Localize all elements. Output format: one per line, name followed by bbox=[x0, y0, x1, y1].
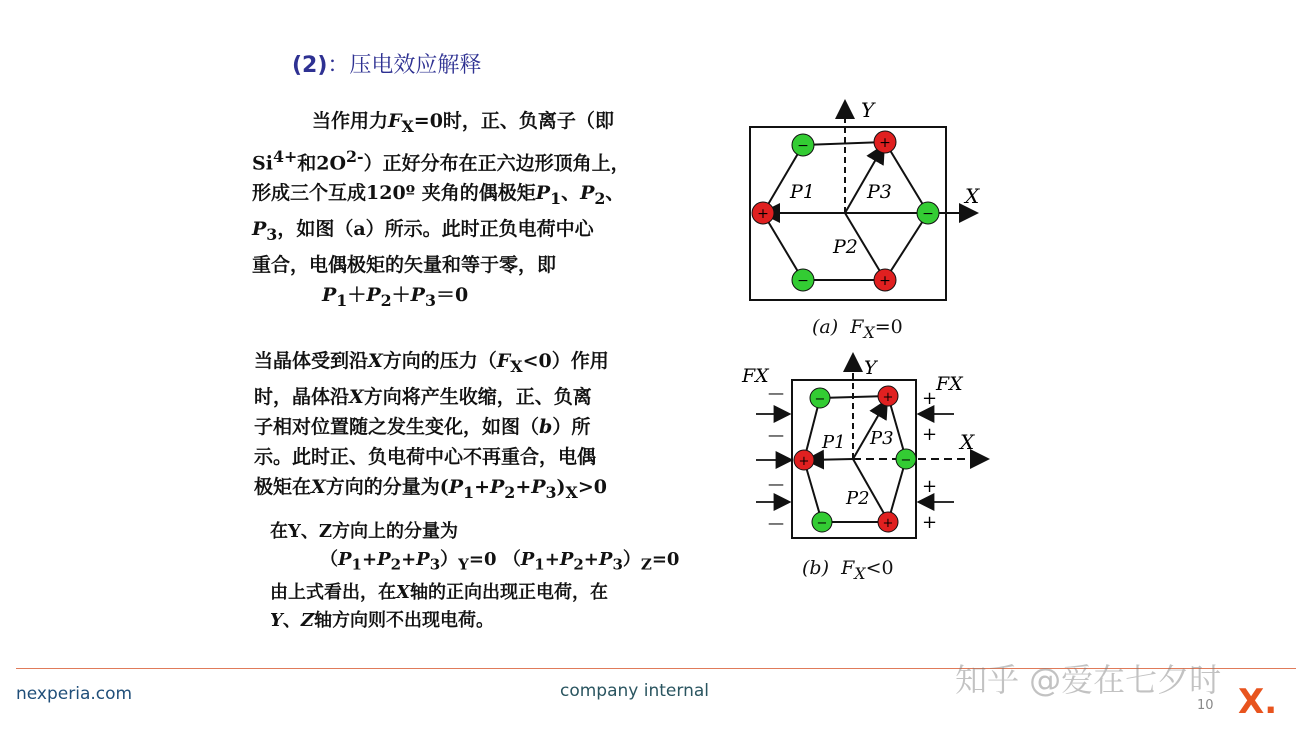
paragraph-zero-force bbox=[252, 106, 702, 316]
svg-text:+: + bbox=[798, 454, 810, 469]
text-line: $P_3$，如图（a）所示。此时正负电荷中心 bbox=[252, 217, 594, 244]
svg-text:−: − bbox=[797, 138, 809, 154]
text-line: 由上式看出，在X轴的正向出现正电荷，在 bbox=[270, 581, 608, 603]
p3-label: P3 bbox=[870, 428, 894, 449]
text-line: 形成三个互成120º 夹角的偶极矩$P_1$、$P_2$、 bbox=[252, 182, 625, 208]
p1-label: P1 bbox=[790, 181, 815, 203]
formula-sum-zero: $P_1+P_2+P_3=0$ bbox=[322, 283, 469, 310]
y-axis-label: Y bbox=[864, 357, 877, 379]
minus-mark: — bbox=[768, 425, 784, 444]
formula-yz-zero: $(P_1+P_2+P_3)_Y=0$ $(P_1+P_2+P_3)_Z=0$ bbox=[320, 549, 680, 574]
p3-vector bbox=[845, 147, 883, 213]
x-axis-label: X bbox=[960, 430, 975, 454]
svg-text:+: + bbox=[879, 273, 891, 289]
plus-mark: + bbox=[922, 476, 938, 497]
page-number: 10 bbox=[1197, 698, 1214, 713]
watermark: 知乎 @爱在七夕时 bbox=[955, 661, 1222, 699]
minus-mark: — bbox=[768, 513, 784, 532]
footer-classification: company internal bbox=[560, 681, 709, 701]
paragraph-yz-components bbox=[270, 518, 710, 635]
svg-text:−: − bbox=[797, 273, 809, 289]
text-line: 极矩在X方向的分量为$(P_1+P_2+P_3)_X>0$ bbox=[254, 475, 607, 502]
svg-text:−: − bbox=[814, 392, 826, 407]
ion-positive bbox=[878, 386, 898, 406]
y-axis-label: Y bbox=[861, 98, 875, 122]
text-line: 重合，电偶极矩的矢量和等于零，即 bbox=[252, 253, 557, 276]
minus-mark: — bbox=[768, 383, 784, 402]
minus-mark: — bbox=[768, 474, 784, 493]
svg-text:−: − bbox=[900, 453, 912, 468]
p3-label: P3 bbox=[867, 181, 892, 203]
figure-b-compression bbox=[738, 352, 1000, 552]
x-axis-label: X bbox=[965, 184, 980, 208]
svg-text:−: − bbox=[816, 516, 828, 531]
text-line: 在Y、Z方向上的分量为 bbox=[270, 521, 458, 542]
svg-text:+: + bbox=[882, 390, 894, 405]
p1-label: P1 bbox=[822, 432, 846, 453]
ion-negative bbox=[792, 269, 814, 291]
ion-positive bbox=[794, 450, 814, 470]
text-line: 时，晶体沿X方向将产生收缩，正、负离 bbox=[254, 385, 592, 408]
text-line: 示。此时正、负电荷中心不再重合，电偶 bbox=[254, 445, 597, 468]
footer-site: nexperia.com bbox=[16, 684, 133, 704]
brand-logo: X. bbox=[1238, 682, 1278, 722]
plus-mark: + bbox=[922, 512, 938, 533]
svg-text:+: + bbox=[879, 135, 891, 151]
ion-negative bbox=[896, 449, 916, 469]
ion-positive bbox=[752, 202, 774, 224]
ion-negative bbox=[792, 134, 814, 156]
text-line: $Si^{4+}$和$2O^{2-}$）正好分布在正六边形顶角上， bbox=[252, 146, 630, 175]
p1-vector bbox=[808, 459, 853, 460]
force-label-right: FX bbox=[936, 373, 963, 395]
figure-a-caption: (a) $F_X=0$ bbox=[812, 316, 903, 342]
paragraph-compression bbox=[254, 346, 704, 508]
ion-negative bbox=[812, 512, 832, 532]
svg-text:+: + bbox=[882, 516, 894, 531]
text-line: 当作用力$F_X=0$时，正、负离子（即 bbox=[312, 110, 614, 136]
ion-negative bbox=[810, 388, 830, 408]
force-label-left: FX bbox=[742, 365, 769, 387]
p2-label: P2 bbox=[833, 236, 858, 258]
text-line: Y、Z轴方向则不出现电荷。 bbox=[270, 609, 494, 631]
plus-mark: + bbox=[922, 388, 938, 409]
slide-title: (2)：压电效应解释 bbox=[292, 53, 482, 78]
svg-text:+: + bbox=[757, 206, 769, 222]
ion-positive bbox=[878, 512, 898, 532]
ion-positive bbox=[874, 269, 896, 291]
figure-a-zero-force bbox=[735, 95, 1005, 345]
p2-label: P2 bbox=[846, 488, 870, 509]
svg-text:−: − bbox=[922, 206, 934, 222]
figure-b-caption: (b) $F_X<0$ bbox=[802, 557, 894, 583]
text-line: 子相对位置随之发生变化，如图（b）所 bbox=[254, 415, 591, 438]
plus-mark: + bbox=[922, 424, 938, 445]
ion-negative bbox=[917, 202, 939, 224]
text-line: 当晶体受到沿X方向的压力$(F_X<0)$作用 bbox=[254, 350, 609, 376]
ion-positive bbox=[874, 131, 896, 153]
